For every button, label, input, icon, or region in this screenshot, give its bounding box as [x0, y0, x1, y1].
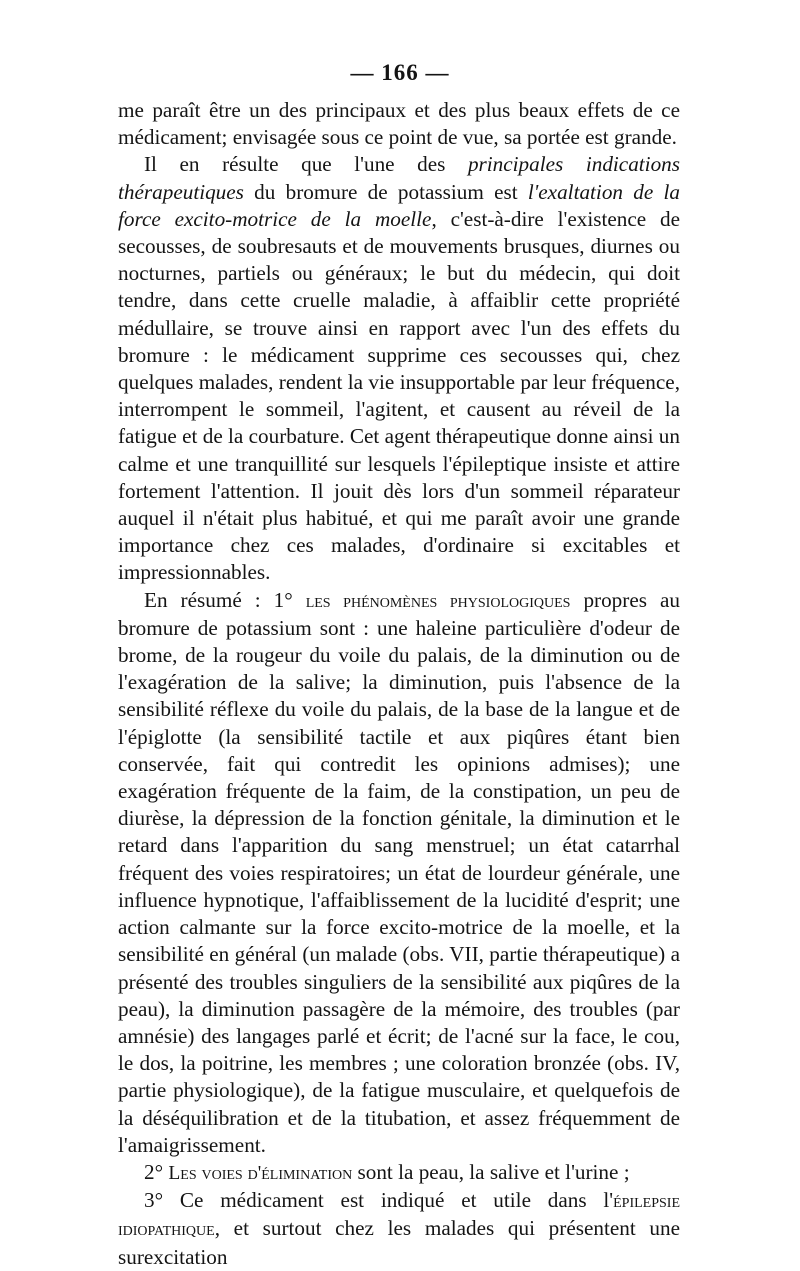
page-number: — 166 — — [350, 60, 450, 85]
text-run: sont la peau, la salive et l'urine ; — [352, 1159, 630, 1184]
text-run: , c'est-à-dire l'existence de secousses, de soubresauts et de mouvements brusques, diurnes ou nocturnes, partiels ou généraux; le but du médecin, qui doit tendre, dans cette cruelle maladie, à affaiblir cette propriété médullaire, se trouve ainsi en rapport avec l'un des effets du bromure : le médicament supprime ces secousses qui, chez quelques malades, rendent la vie insupportable par leur fréquence, interrompent le sommeil, l'agitent, et causent au réveil de la fatigue et de la courbature. Cet agent thérapeutique donne ainsi un calme et une tranquillité sur lesquels l'épileptique insiste et attire fortement l'attention. Il jouit dès lors d'un sommeil réparateur auquel il n'était plus habitué, et qui me paraît avoir une grande importance chez ces malades, d'ordinaire si excitables et impressionnables. — [118, 206, 680, 585]
text-run: propres au bromure de potassium sont : une haleine particulière d'odeur de brome, de la rougeur du voile du palais, de la diminution ou de l'exagération de la salive; la diminution, puis l'absence de la sensibilité réflexe du voile du palais, de la base de la langue et de l'épiglotte (la sensibilité tactile et aux piqûres étant bien conservée, fait qui contredit les opinions admises); une exagération fréquente de la faim, de la constipation, un peu de diurèse, la dépression de la fonction génitale, la diminution et le retard dans l'apparition du sang menstruel; un état catarrhal fréquent des voies respiratoires; un état de lourdeur générale, une influence hypnotique, l'affaiblissement de la lucidité d'esprit; une action calmante sur la force excito-motrice de la moelle, et la sensibilité en général (un malade (obs. VII, partie thérapeutique) a présenté des troubles singuliers de la sensibilité aux piqûres de la peau), la diminution passagère de la mémoire, des troubles (par amnésie) des langages parlé et écrit; de l'acné sur la face, le cou, le dos, la poitrine, les membres ; une coloration bronzée (obs. IV, partie physiologique), de la fatigue musculaire, et quelquefois de la déséquilibration et de la titubation, et assez fréquemment de l'amaigrissement. — [118, 587, 680, 1157]
text-run: En résumé : 1° — [144, 587, 306, 612]
text-run: , et surtout chez les malades qui présentent une surexcitation — [118, 1216, 680, 1269]
text-run: du bromure de potassium est — [243, 179, 528, 204]
text-run: Il en résulte que l'une des — [144, 152, 468, 177]
paragraph-1: me paraît être un des principaux et des plus beaux effets de ce médicament; envisagée sous ce point de vue, sa portée est grande. — [118, 98, 680, 150]
text-run: 2° — [144, 1159, 169, 1184]
text-run: 3° Ce médicament est indiqué et utile dans l' — [144, 1188, 614, 1213]
paragraph-4 — [118, 1159, 680, 1187]
paragraph-5 — [118, 1187, 680, 1271]
paragraph-2 — [118, 151, 680, 586]
paragraph-3 — [118, 587, 680, 1159]
small-caps-phrase: les phénomènes physiologiques — [305, 590, 571, 612]
small-caps-phrase: épilepsie idiopathique — [118, 1191, 680, 1241]
body-text — [118, 97, 680, 1271]
small-caps-phrase: Les voies d'élimination — [168, 1162, 353, 1184]
italic-phrase: l'exaltation de la force excito-motrice de la moelle — [118, 179, 680, 231]
italic-phrase: principales indications thérapeutiques — [118, 152, 681, 204]
